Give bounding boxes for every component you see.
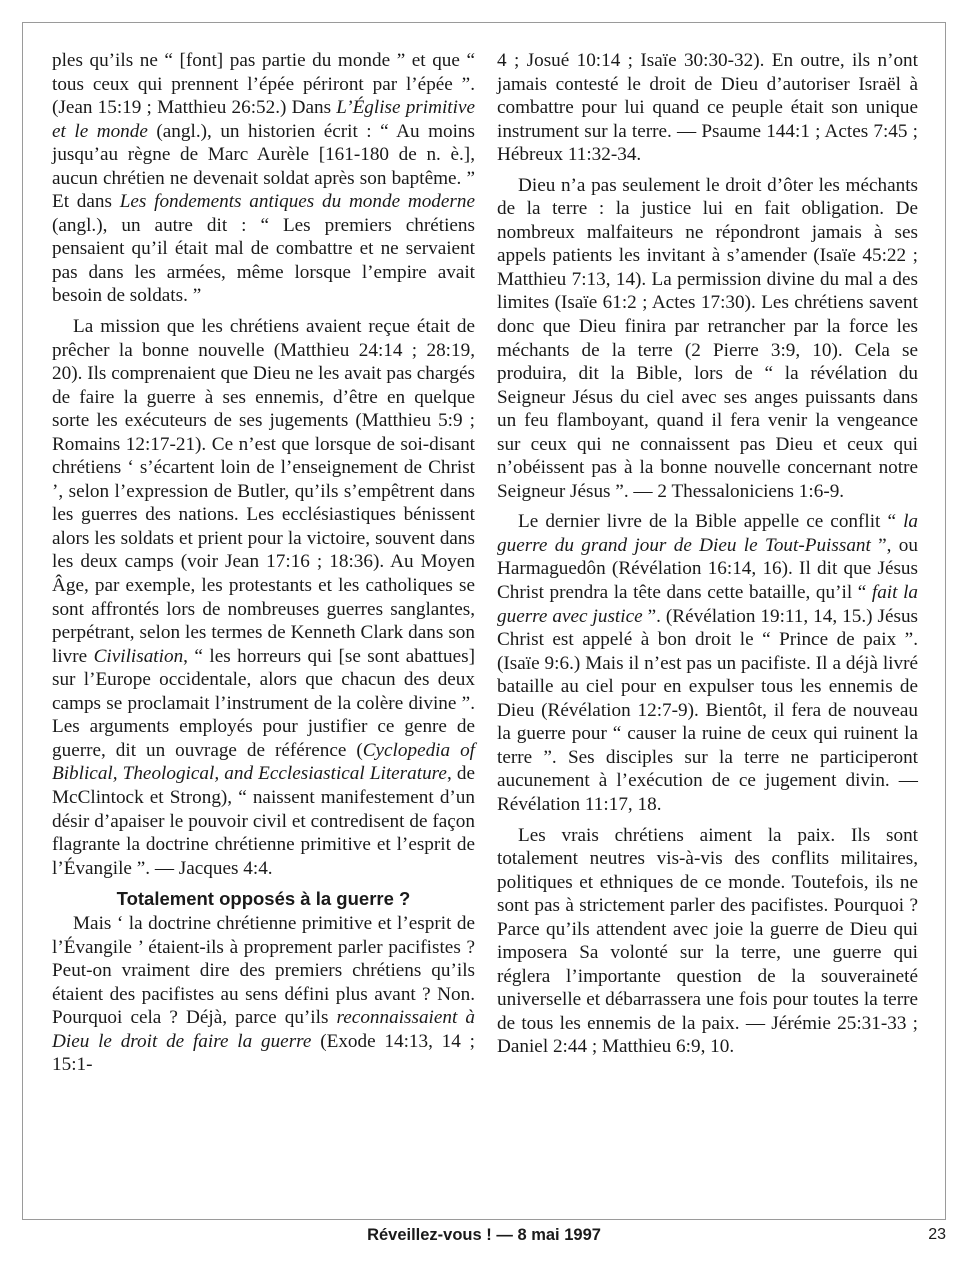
section-subheading: Totalement opposés à la guerre ? [116,888,411,910]
paragraph-3: Mais ‘ la doctrine chrétienne primitive et l’esprit de l’Évangile ’ étaient-ils à proprement parler pacifistes ? Peut-on vraiment dire des premiers chrétiens qu’ils étaient des pacifistes au sens défini plus avant ? Non. Pourquoi cela ? Déjà, parce qu’ils reconnaissaient à Dieu le droit de faire la guerre (Exode 14:13, 14 ; 15:1- [52,913,476,1076]
paragraph-7: Les vrais chrétiens aiment la paix. Ils sont totalement neutres vis-à-vis des conflits militaires, politiques et ethniques de ce monde. Toutefois, ils ne sont pas à strictement parler des pacifistes. Pourquoi ? Parce qu’ils attendent avec joie la guerre de Dieu qui imposera Sa volonté sur la terre, une guerre qui réglera l’importante question de la souveraineté universelle et débarrassera une fois pour toutes la terre de tous les ennemis de la paix. — Jérémie 25:31-33 ; Daniel 2:44 ; Matthieu 6:9, 10. [497,824,918,1058]
paragraph-6: Le dernier livre de la Bible appelle ce conflit “ la guerre du grand jour de Dieu le Tout-Puissant ”, ou Harmaguedôn (Révélation 16:14, 16). Il dit que Jésus Christ prendra la tête dans cette bataille, qu’il “ fait la guerre avec justice ”. (Révélation 19:11, 14, 15.) Jésus Christ est appelé à bon droit le “ Prince de paix ”. (Isaïe 9:6.) Mais il n’est pas un pacifiste. Il a déjà livré bataille au ciel pour en expulser tous les ennemis de Dieu (Révélation 12:7-9). Bientôt, il fera de nouveau la guerre pour “ causer la ruine de ceux qui ruinent la terre ”. Ses disciples sur la terre ne participeront aucunement à l’exécution de ce jugement divin. — Révélation 11:17, 18. [497,511,919,815]
paragraph-1: ples qu’ils ne “ [font] pas partie du monde ” et que “ tous ceux qui prennent l’épée périront par l’épée ”. (Jean 15:19 ; Matthieu 26:52.) Dans L’Église primitive et le monde (angl.), un historien écrit : “ Au moins jusqu’au règne de Marc Aurèle [161-180 de n. è.], aucun chrétien ne devenait soldat après son baptême. ” Et dans Les fondements antiques du monde moderne (angl.), un autre dit : “ Les premiers chrétiens pensaient qu’il était mal de combattre et ne servaient pas dans les armées, même lorsque l’empire avait besoin de soldats. ” [52,50,475,307]
left-column [52,49,475,1077]
paragraph-2: La mission que les chrétiens avaient reçue était de prêcher la bonne nouvelle (Matthieu 24:14 ; 28:19, 20). Ils comprenaient que Dieu ne les avait pas chargés de faire la guerre à ses ennemis, d’être en quelque sorte les exécuteurs de ses jugements (Matthieu 5:9 ; Romains 12:17-21). Ce n’est que lorsque de soi-disant chrétiens ‘ s’écartent loin de l’enseignement de Christ ’, selon l’expression de Butler, qu’ils s’empêtrent dans les guerres des nations. Les ecclésiastiques bénissent alors les soldats et prient pour la victoire, souvent dans les deux camps (voir Jean 17:16 ; 18:36). Au Moyen Âge, par exemple, les protestants et les catholiques se sont affrontés lors de nombreuses guerres sanglantes, perpétrant, selon les termes de Kenneth Clark dans son livre Civilisation, “ les horreurs qui [se sont abattues] sur l’Europe occidentale, alors que chacun des deux camps se proclamait l’instrument de la colère divine ”. Les arguments employés pour justifier ce genre de guerre, dit un ouvrage de référence (Cyclopedia of Biblical, Theological, and Ecclesiastical Literature, de McClintock et Strong), “ naissent manifestement d’un désir d’apaiser le pouvoir civil et contredisent de façon flagrante la doctrine chrétienne primitive et l’esprit de l’Évangile ”. — Jacques 4:4. [52,316,475,879]
right-column [497,49,918,1059]
paragraph-5: Dieu n’a pas seulement le droit d’ôter les méchants de la terre : la justice lui en fait obligation. De nombreux malfaiteurs ne répondront jamais à ses appels patients les invitant à s’amender (Isaïe 45:22 ; Matthieu 7:13, 14). La permission divine du mal a des limites (Isaïe 61:2 ; Actes 17:30). Les chrétiens savent donc que Dieu finira par retrancher par la force les méchants de la terre (2 Pierre 3:9, 10). Cela se produira, dit la Bible, lors de “ la révélation du Seigneur Jésus du ciel avec ses anges puissants dans un feu flamboyant, quand il fera venir la vengeance sur ceux qui ne connaissent pas Dieu et ceux qui n’obéissent pas à la bonne nouvelle concernant notre Seigneur Jésus ”. — 2 Thessaloniciens 1:6-9. [497,174,918,502]
page-footer [0,1226,968,1248]
page-number: 23 [928,1226,946,1243]
magazine-title: Réveillez-vous ! — 8 mai 1997 [367,1226,601,1244]
page-frame [22,22,946,1220]
paragraph-4: 4 ; Josué 10:14 ; Isaïe 30:30-32). En outre, ils n’ont jamais contesté le droit de Dieu d’autoriser Israël à combattre pour lui quand ce peuple était son unique instrument sur la terre. — Psaume 144:1 ; Actes 7:45 ; Hébreux 11:32-34. [497,50,918,166]
